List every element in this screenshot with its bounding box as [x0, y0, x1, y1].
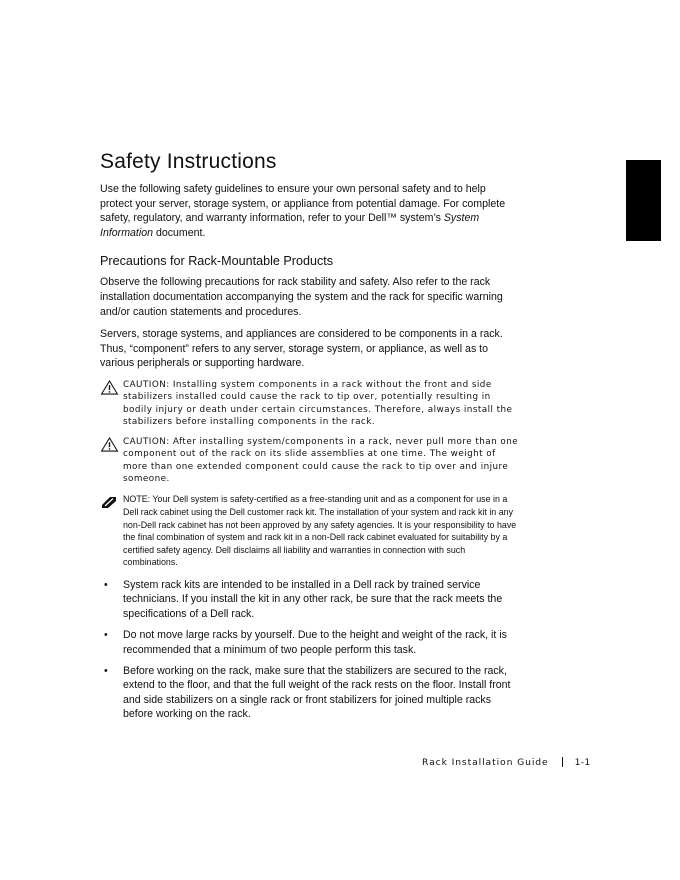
- bullet-glyph: •: [104, 578, 108, 591]
- list-item-text: System rack kits are intended to be installed in a Dell rack by trained service technicians. If you install the kit in any other rack, be sure that the rack meets the specifications of a Dell rack.: [123, 578, 503, 620]
- footer-divider: [562, 757, 563, 767]
- page-title: Safety Instructions: [100, 150, 277, 173]
- intro-paragraph: [100, 182, 520, 240]
- chapter-tab-marker: [626, 160, 661, 241]
- intro-doc-title: System Information: [100, 212, 480, 239]
- list-item: [100, 578, 520, 621]
- caution-block: [100, 379, 520, 428]
- page-footer: [422, 757, 591, 768]
- list-item-text: Before working on the rack, make sure that the stabilizers are secured to the rack, extend to the floor, and that the full weight of the rack rests on the floor. Install front and side stabilizers on a single rack or front stabilizers for joined multiple racks before working on the rack.: [123, 664, 511, 721]
- note-text: NOTE: Your Dell system is safety-certified as a free-standing unit and as a component for use in a Dell rack cabinet using the Dell customer rack kit. The installation of your system and rack kit in any non-Dell rack cabinet has not been approved by any safety agencies. It is your responsibility to have the final combination of system and rack kit in a non-Dell rack cabinet evaluated for suitability by a certified safety agency. Dell disclaims all liability and warranties in connection with such combinations.: [123, 494, 517, 568]
- section-paragraph: Observe the following precautions for rack stability and safety. Also refer to the rack installation documentation accompanying the system and the rack for specific warning and/or caution statements and procedures.: [100, 276, 503, 318]
- page-content: [100, 150, 520, 729]
- caution-block: [100, 436, 520, 485]
- caution-text: CAUTION: Installing system components in a rack without the front and side stabilizers installed could cause the rack to tip over, potentially resulting in bodily injury or death under certain circumstances. Therefore, always install the stabilizers before installing components in the rack.: [123, 379, 513, 427]
- note-pencil-icon: [101, 495, 118, 509]
- list-item-text: Do not move large racks by yourself. Due to the height and weight of the rack, it is recommended that a minimum of two people perform this task.: [123, 629, 507, 656]
- note-block: [100, 493, 520, 569]
- caution-text: CAUTION: After installing system/components in a rack, never pull more than one component out of the rack on its slide assemblies at one time. The weight of more than one extended component could cause the rack to tip over and injure someone.: [123, 437, 519, 485]
- caution-triangle-icon: [100, 437, 119, 452]
- footer-guide-title: Rack Installation Guide: [422, 757, 549, 768]
- intro-text: Use the following safety guidelines to ensure your own personal safety and to help protect your server, storage system, or appliance from potential damage. For complete safety, regulatory, and warranty information, refer to your Dell™ system’s: [100, 183, 506, 225]
- intro-text-end: document.: [153, 226, 206, 239]
- bullet-glyph: •: [104, 664, 108, 677]
- section-heading: Precautions for Rack-Mountable Products: [100, 254, 334, 269]
- list-item: [100, 628, 520, 657]
- bullet-glyph: •: [104, 629, 108, 642]
- caution-triangle-icon: [100, 380, 119, 395]
- list-item: [100, 664, 520, 722]
- page-number: 1-1: [574, 757, 591, 768]
- section-paragraph: Servers, storage systems, and appliances are considered to be components in a rack. Thus, “component” refers to any server, storage system, or appliance, as well as to various peripherals or supporting hardware.: [100, 328, 503, 370]
- precautions-list: [100, 578, 520, 722]
